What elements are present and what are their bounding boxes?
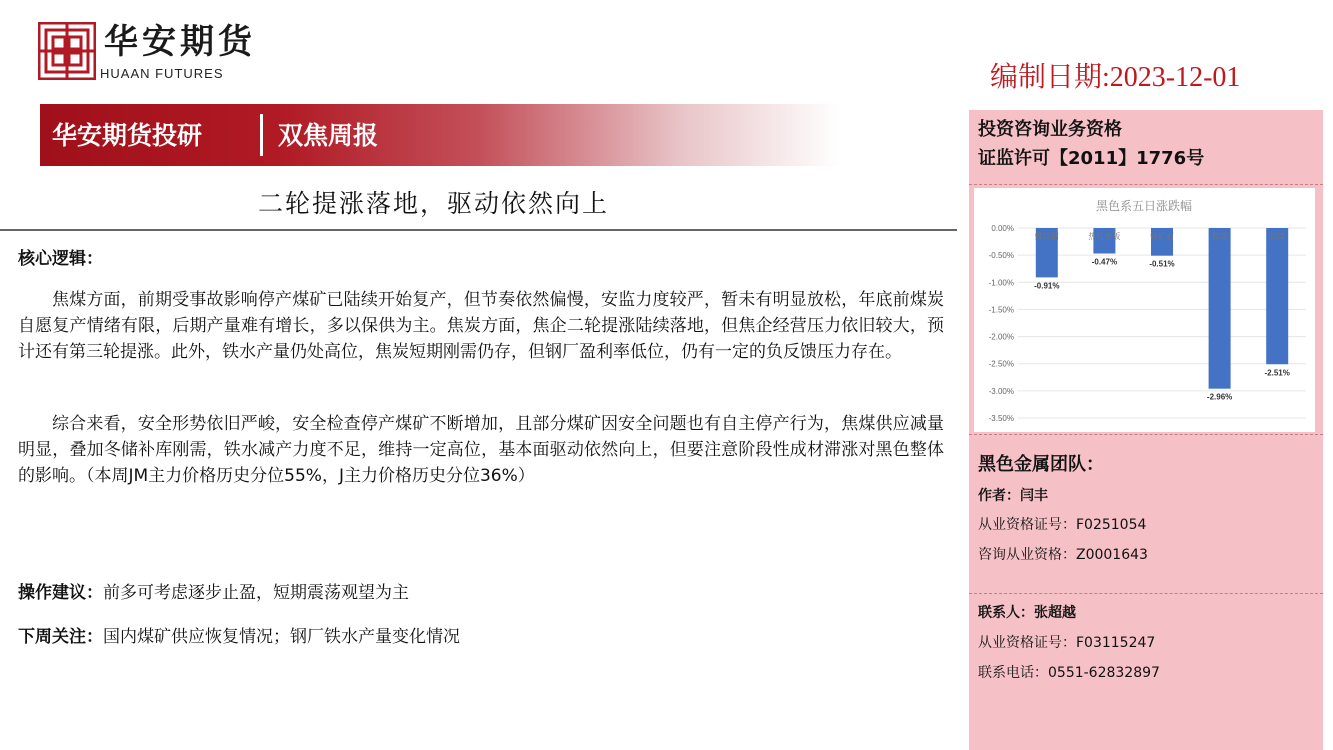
chart-ytick-label: -3.50%	[988, 414, 1014, 423]
chart-ytick-label: -2.00%	[988, 332, 1014, 342]
chart-value-label: -2.96%	[1206, 392, 1233, 402]
panel-divider	[969, 184, 1323, 185]
banner-divider	[260, 114, 263, 156]
chart-value-label: -0.91%	[1034, 281, 1060, 291]
operation-advice	[18, 578, 409, 603]
core-logic-paragraph-2: 综合来看，安全形势依旧严峻，安全检查停产煤矿不断增加，且部分煤矿因安全问题也有自主停产行为，焦煤供应减量明显，叠加冬储补库刚需，铁水减产力度不足，维持一定高位，基本面驱动依然向上，但要注意阶段性成材滞涨对黑色整体的影响。（本周JM主力价格历史分位55%，J主力价格历史分位36%）	[18, 414, 944, 486]
chart-value-label: -0.51%	[1149, 259, 1175, 269]
chart-svg	[974, 188, 1315, 432]
team-title: 黑色金属团队：	[978, 454, 1104, 475]
contact-name: 联系人：张超越	[978, 605, 1076, 621]
panel-divider	[969, 434, 1323, 435]
five-day-change-chart	[974, 188, 1315, 432]
chart-value-label: -0.47%	[1091, 257, 1118, 267]
core-logic-label: 核心逻辑：	[18, 249, 103, 269]
chart-value-label: -2.51%	[1264, 368, 1290, 378]
next-week-value: 国内煤矿供应恢复情况；钢厂铁水产量变化情况	[103, 627, 460, 647]
logo-chinese-name: 华安期货	[104, 22, 256, 62]
chart-category-label: 热轧卷板	[1088, 232, 1121, 241]
chart-ytick-label: -3.00%	[988, 386, 1014, 396]
headline-divider	[0, 229, 957, 231]
chart-bar	[1266, 228, 1288, 364]
chart-bar	[1209, 228, 1231, 389]
author-name: 作者：闫丰	[978, 488, 1048, 504]
company-logo	[38, 22, 268, 84]
report-headline: 二轮提涨落地，驱动依然向上	[258, 189, 610, 218]
next-week-label: 下周关注：	[18, 627, 103, 647]
chart-category-label: 螺纹钢	[1034, 232, 1059, 241]
banner-subtitle: 双焦周报	[278, 121, 379, 150]
banner-title: 华安期货投研	[52, 121, 203, 150]
operation-label: 操作建议：	[18, 583, 103, 603]
chart-title: 黑色系五日涨跌幅	[1095, 199, 1193, 213]
author-cert: 从业资格证号：F0251054	[978, 517, 1147, 533]
chart-category-label: 铁矿石	[1150, 232, 1174, 241]
contact-phone: 联系电话：0551-62832897	[978, 665, 1160, 681]
chart-ytick-label: -2.50%	[988, 359, 1014, 369]
core-logic-paragraph-1: 焦煤方面，前期受事故影响停产煤矿已陆续开始复产，但节奏依然偏慢，安监力度较严，暂未有明显放松，年底前煤炭自愿复产情绪有限，后期产量难有增长，多以保供为主。焦炭方面，焦企二轮提涨陆续落地，但焦企经营压力依旧较大，预计还有第三轮提涨。此外，铁水产量仍处高位，焦炭短期刚需仍存，但钢厂盈利率低位，仍有一定的负反馈压力存在。	[18, 290, 944, 362]
chart-ytick-label: -1.50%	[988, 305, 1014, 315]
qualification-line-1: 投资咨询业务资格	[978, 119, 1122, 140]
chart-ytick-label: -1.00%	[988, 278, 1014, 288]
report-banner	[40, 104, 840, 166]
chart-ytick-label: 0.00%	[991, 224, 1014, 233]
author-consult: 咨询从业资格：Z0001643	[978, 547, 1148, 563]
logo-seal-icon	[38, 22, 96, 80]
chart-category-label: 焦炭	[1211, 232, 1228, 241]
panel-divider	[969, 593, 1323, 594]
chart-ytick-label: -0.50%	[988, 251, 1014, 261]
operation-value: 前多可考虑逐步止盈，短期震荡观望为主	[103, 583, 409, 603]
chart-category-label: 焦煤	[1269, 232, 1286, 241]
logo-english-name: HUAAN FUTURES	[100, 66, 224, 81]
next-week-focus	[18, 622, 460, 647]
qualification-line-2: 证监许可【2011】1776号	[978, 148, 1205, 169]
report-date: 编制日期:2023-12-01	[990, 62, 1241, 93]
contact-cert: 从业资格证号：F03115247	[978, 635, 1156, 651]
